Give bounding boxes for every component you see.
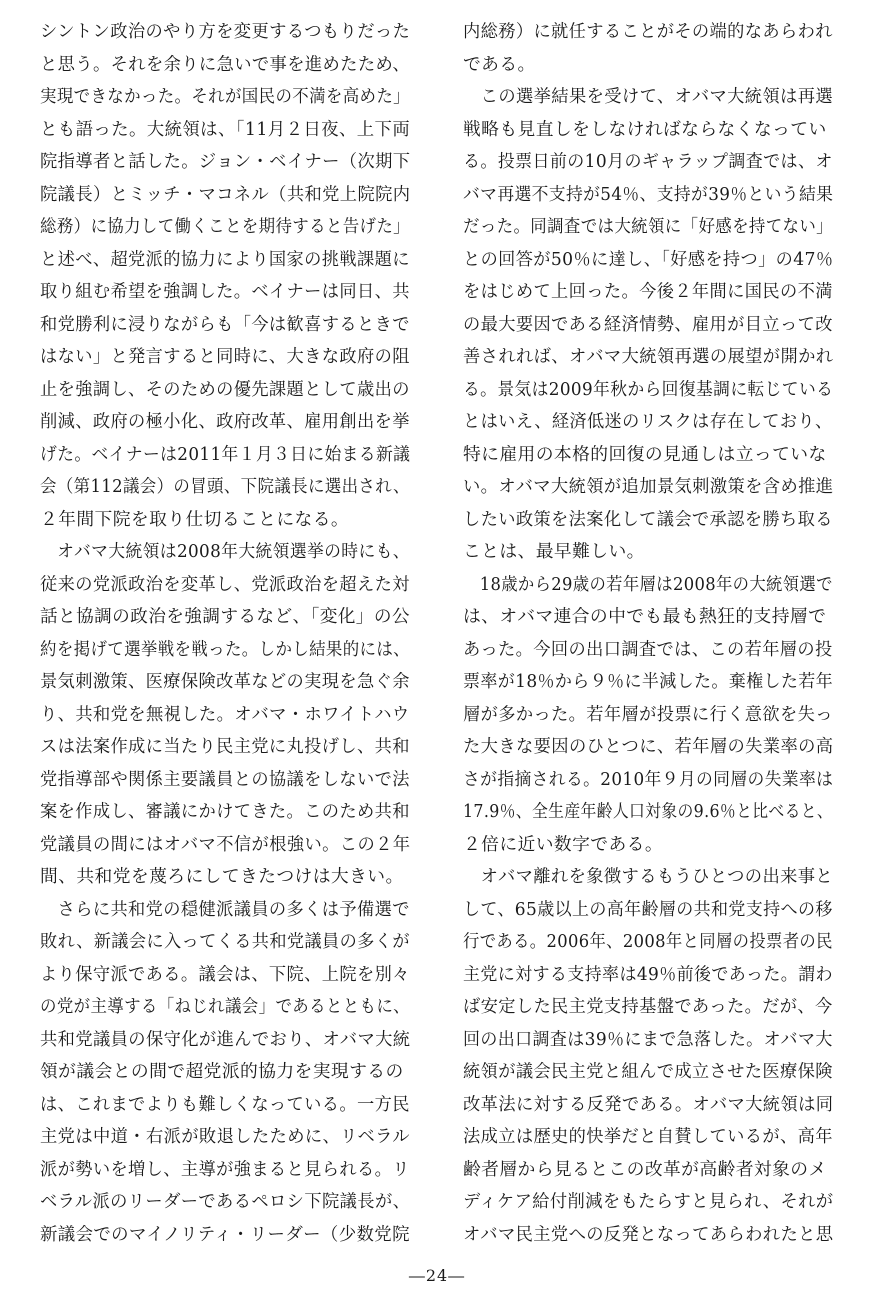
text-line: 主党に対する支持率は49％前後であった。謂わ <box>463 963 833 985</box>
text-line: さらに共和党の穏健派議員の多くは予備選で <box>40 898 410 920</box>
page-number: ―24― <box>408 1266 466 1285</box>
text-line: この選挙結果を受けて、オバマ大統領は再選 <box>463 86 834 107</box>
text-line: 層が多かった。若年層が投票に行く意欲を失っ <box>463 703 833 725</box>
text-line: 話と協調の政治を強調するなど、「変化」の公 <box>40 606 410 627</box>
text-line: 止を強調し、そのための優先課題として歳出の <box>40 378 410 400</box>
text-line: 法成立は歴史的快挙だと自賛しているが、高年 <box>463 1126 833 1147</box>
text-line: あった。今回の出口調査では、この若年層の投 <box>463 638 833 660</box>
text-line: 内総務）に就任することがその端的なあらわれ <box>463 21 833 42</box>
text-line: 行である。2006年、2008年と同層の投票者の民 <box>463 931 833 952</box>
left-column <box>40 16 410 1251</box>
text-line: は、オバマ連合の中でも最も熱狂的支持層で <box>463 606 827 627</box>
text-line: 敗れ、新議会に入ってくる共和党議員の多くが <box>40 931 410 952</box>
text-line: 特に雇用の本格的回復の見通しは立っていな <box>463 443 827 465</box>
text-line: 共和党議員の保守化が進んでおり、オバマ大統 <box>40 1028 411 1050</box>
text-line: 従来の党派政治を変革し、党派政治を超えた対 <box>40 573 410 595</box>
text-line: ば安定した民主党支持基盤であった。だが、今 <box>463 996 833 1017</box>
text-line: オバマ大統領は2008年大統領選挙の時にも、 <box>40 541 410 562</box>
text-line: 主党は中道・右派が敗退したために、リベラル <box>40 1126 410 1147</box>
text-line: 18歳から29歳の若年層は2008年の大統領選で <box>463 573 833 595</box>
text-line: 約を掲げて選挙戦を戦った。しかし結果的には、 <box>40 638 410 660</box>
text-line: た大きな要因のひとつに、若年層の失業率の高 <box>463 736 834 757</box>
text-line: 和党勝利に浸りながらも「今は歓喜するときで <box>40 313 410 335</box>
text-line: 景気刺激策、医療保険改革などの実現を急ぐ余 <box>40 671 410 692</box>
text-line: さが指摘される。2010年９月の同層の失業率は <box>463 768 834 790</box>
text-line: 案を作成し、審議にかけてきた。このため共和 <box>40 801 410 822</box>
text-line: 領が議会との間で超党派的協力を実現するの <box>40 1061 404 1082</box>
text-line: 善されれば、オバマ大統領再選の展望が開かれ <box>463 346 834 367</box>
text-line: 派が勢いを増し、主導が強まると見られる。リ <box>40 1158 410 1180</box>
text-line: ことは、最早難しい。 <box>463 541 645 562</box>
text-line: オバマ民主党への反発となってあらわれたと思 <box>463 1223 834 1245</box>
text-line: り、共和党を無視した。オバマ・ホワイトハウ <box>40 703 410 725</box>
text-line: バマ再選不支持が54％、支持が39％という結果 <box>463 183 834 205</box>
text-line: る。投票日前の10月のギャラップ調査では、オ <box>463 151 833 172</box>
right-column <box>463 16 833 1251</box>
text-line: したい政策を法案化して議会で承認を勝ち取る <box>463 508 833 530</box>
text-line: い。オバマ大統領が追加景気刺激策を含め推進 <box>463 476 834 497</box>
text-line: 齢者層から見るとこの改革が高齢者対象のメ <box>463 1158 827 1180</box>
text-line: して、65歳以上の高年齢層の共和党支持への移 <box>463 898 833 920</box>
text-line: の最大要因である経済情勢、雇用が目立って改 <box>463 313 833 335</box>
text-line: である。 <box>463 53 536 75</box>
text-line: ベラル派のリーダーであるペロシ下院議長が、 <box>40 1191 411 1212</box>
text-line: 17.9％、全生産年齢人口対象の9.6％と比べると、 <box>463 801 834 822</box>
text-line: と述べ、超党派的協力により国家の挑戦課題に <box>40 248 410 270</box>
text-line: をはじめて上回った。今後２年間に国民の不満 <box>463 281 833 302</box>
text-line: 削減、政府の極小化、政府改革、雇用創出を挙 <box>40 411 410 432</box>
text-line: 党指導部や関係主要議員との協議をしないで法 <box>40 768 410 790</box>
text-line: とはいえ、経済低迷のリスクは存在しており、 <box>463 411 833 432</box>
text-line: 院指導者と話した。ジョン・ベイナー（次期下 <box>40 151 411 172</box>
text-line: より保守派である。議会は、下院、上院を別々 <box>40 963 410 985</box>
text-line: とも語った。大統領は、「11月２日夜、上下両 <box>40 118 411 140</box>
text-line: 党議員の間にはオバマ不信が根強い。この２年 <box>40 833 411 855</box>
text-line: の党が主導する「ねじれ議会」であるとともに、 <box>40 996 410 1017</box>
text-line: と思う。それを余りに急いで事を進めたため、 <box>40 53 411 75</box>
text-line: との回答が50％に達し、「好感を持つ」の47％ <box>463 248 834 270</box>
text-line: ディケア給付削減をもたらすと見られ、それが <box>463 1191 834 1212</box>
text-line: はない」と発言すると同時に、大きな政府の阻 <box>40 346 410 367</box>
text-line: 会（第112議会）の冒頭、下院議長に選出され、 <box>40 476 410 497</box>
text-line: 戦略も見直しをしなければならなくなってい <box>463 118 827 140</box>
text-line: オバマ離れを象徴するもうひとつの出来事と <box>463 866 834 887</box>
text-line: は、これまでよりも難しくなっている。一方民 <box>40 1093 410 1115</box>
text-line: 統領が議会民主党と組んで成立させた医療保険 <box>463 1061 833 1082</box>
text-line: 実現できなかった。それが国民の不満を高めた」 <box>40 86 410 107</box>
text-line: 院議長）とミッチ・マコネル（共和党上院院内 <box>40 183 411 205</box>
text-line: 新議会でのマイノリティ・リーダー（少数党院 <box>40 1223 410 1245</box>
text-line: 回の出口調査は39％にまで急落した。オバマ大 <box>463 1028 833 1050</box>
text-line: スは法案作成に当たり民主党に丸投げし、共和 <box>40 736 410 757</box>
text-line: 票率が18％から９％に半減した。棄権した若年 <box>463 671 834 692</box>
text-line: 改革法に対する反発である。オバマ大統領は同 <box>463 1093 834 1115</box>
text-line: 総務）に協力して働くことを期待すると告げた」 <box>40 216 410 237</box>
text-line: ２倍に近い数字である。 <box>463 833 663 855</box>
text-line: 間、共和党を蔑ろにしてきたつけは大きい。 <box>40 866 404 887</box>
text-line: ２年間下院を取り仕切ることになる。 <box>40 508 350 530</box>
text-line: る。景気は2009年秋から回復基調に転じている <box>463 378 834 400</box>
text-line: げた。ベイナーは2011年１月３日に始まる新議 <box>40 443 411 465</box>
text-line: シントン政治のやり方を変更するつもりだった <box>40 21 411 42</box>
text-line: だった。同調査では大統領に「好感を持てない」 <box>463 216 833 237</box>
text-line: 取り組む希望を強調した。ベイナーは同日、共 <box>40 281 410 302</box>
